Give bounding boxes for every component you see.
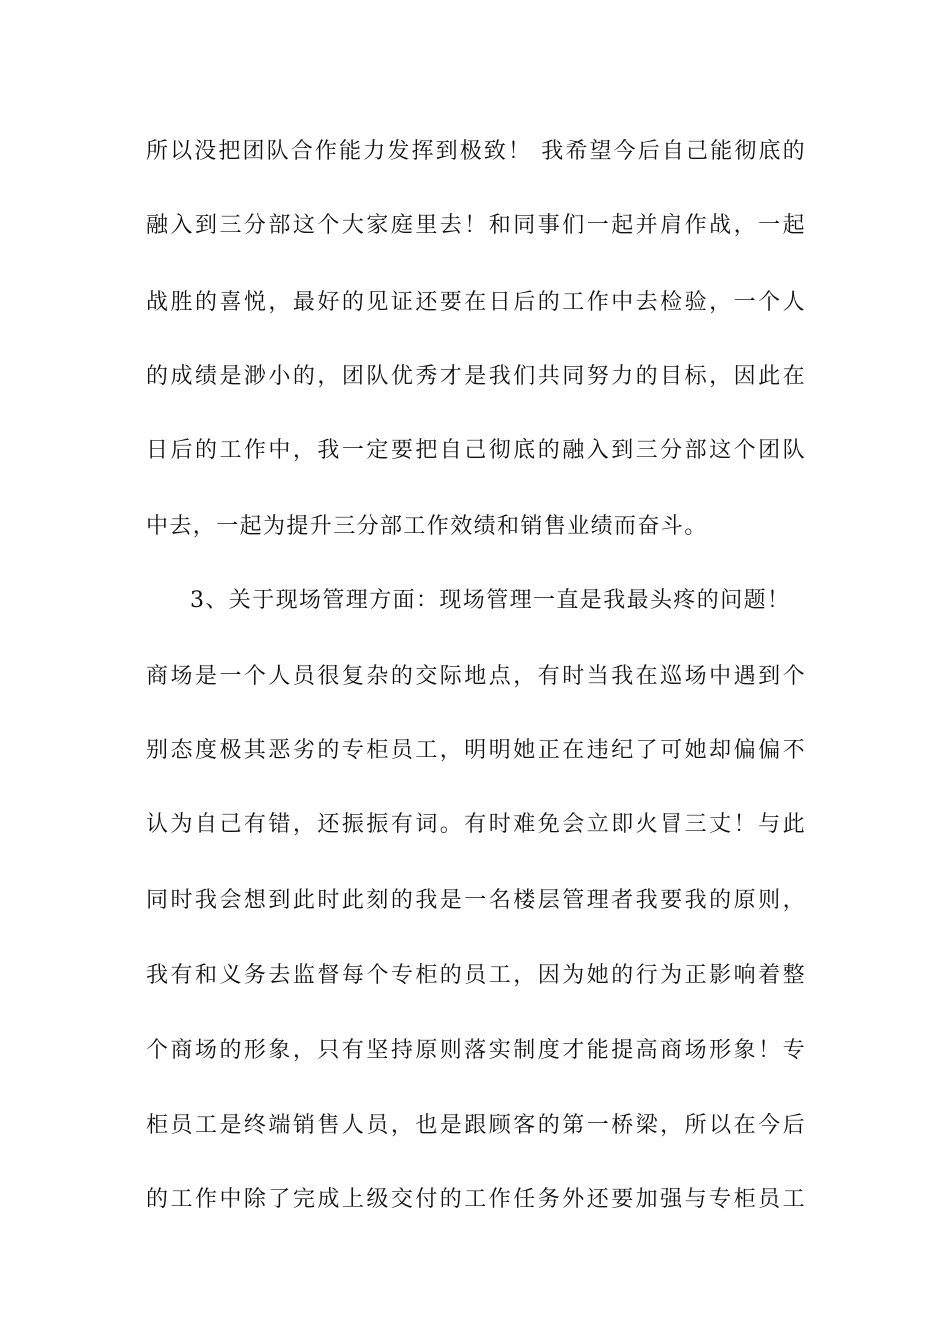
text-line: 认为自己有错，还振振有词。有时难免会立即火冒三丈！与此: [146, 812, 806, 837]
text-line: 所以没把团队合作能力发挥到极致！ 我希望今后自己能彻底的: [146, 139, 806, 164]
paragraph-heading-line: 3、关于现场管理方面：现场管理一直是我最头疼的问题！: [190, 588, 791, 613]
text-line: 柜员工是终端销售人员，也是跟顾客的第一桥梁，所以在今后: [146, 1113, 806, 1138]
text-line: 的成绩是渺小的，团队优秀才是我们共同努力的目标，因此在: [146, 364, 806, 389]
text-line: 的工作中除了完成上级交付的工作任务外还要加强与专柜员工: [146, 1187, 806, 1212]
text-line: 中去，一起为提升三分部工作效绩和销售业绩而奋斗。: [146, 514, 708, 539]
text-line: 别态度极其恶劣的专柜员工，明明她正在违纪了可她却偏偏不: [146, 738, 806, 763]
text-line: 融入到三分部这个大家庭里去！和同事们一起并肩作战，一起: [146, 213, 806, 238]
text-line: 个商场的形象，只有坚持原则落实制度才能提高商场形象！专: [146, 1038, 806, 1063]
text-line: 日后的工作中，我一定要把自己彻底的融入到三分部这个团队: [146, 438, 806, 463]
text-line: 战胜的喜悦，最好的见证还要在日后的工作中去检验，一个人: [146, 290, 806, 315]
text-line: 我有和义务去监督每个专柜的员工，因为她的行为正影响着整: [146, 963, 806, 988]
text-line: 同时我会想到此时此刻的我是一名楼层管理者我要我的原则，: [146, 888, 806, 913]
text-line: 商场是一个人员很复杂的交际地点，有时当我在巡场中遇到个: [146, 664, 806, 689]
